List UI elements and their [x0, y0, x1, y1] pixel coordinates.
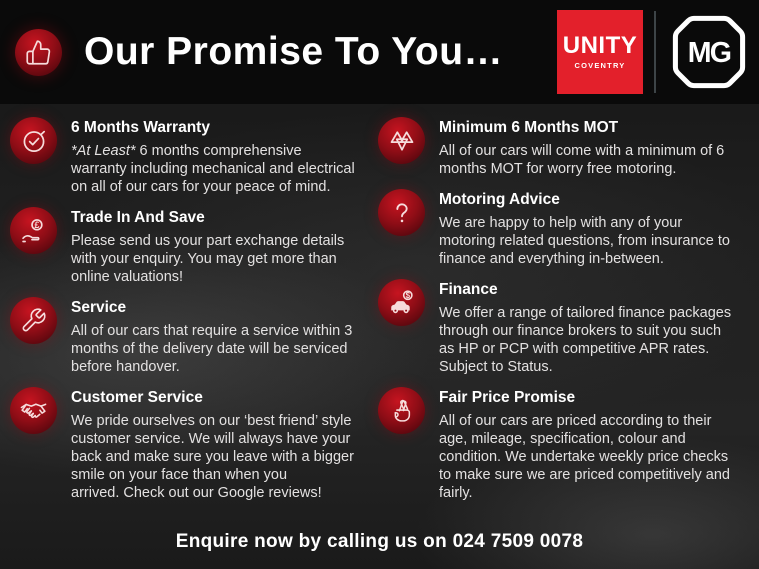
section-line: motoring related questions, from insurance to [439, 233, 730, 249]
fair-price-badge [378, 387, 425, 434]
section-line: to make sure we are priced competitively and [439, 467, 730, 483]
section-line: smile on your face than when you [71, 467, 288, 483]
section-line: All of our cars will come with a minimum of 6 [439, 143, 725, 159]
section-line: months of the delivery date will be serviced [71, 341, 348, 357]
section-line: We offer a range of tailored finance packages [439, 305, 732, 321]
unity-coventry-logo [557, 10, 643, 94]
section-trade-in [10, 207, 378, 286]
mg-logo-text: MG [687, 37, 731, 70]
section-line: condition. We undertake weekly price checks [439, 449, 729, 465]
section-line: online valuations! [71, 269, 184, 285]
section-fair-price [378, 387, 755, 502]
section-heading: Service [71, 299, 127, 316]
section-finance [378, 279, 755, 376]
section-line: on all of our cars for your peace of mind. [71, 179, 331, 195]
section-line: *At Least* 6 months comprehensive [71, 143, 302, 159]
left-column [10, 117, 378, 515]
warranty-clock-check-icon [20, 127, 48, 155]
section-line: back and make sure you leave with a bigger [71, 449, 354, 465]
section-line: as HP or PCP with competitive APR rates. [439, 341, 710, 357]
thumbs-up-icon [25, 39, 52, 66]
thumbs-up-badge [15, 29, 62, 76]
logo-divider [654, 11, 656, 93]
section-line: months MOT for worry free motoring. [439, 161, 677, 177]
mot-triangles-icon [388, 127, 416, 155]
enquire-phone-text: Enquire now by calling us on 024 7509 0078 [175, 531, 584, 552]
section-heading: Finance [439, 281, 498, 298]
section-line: age, mileage, specification, colour and [439, 431, 686, 447]
finance-badge [378, 279, 425, 326]
section-heading: 6 Months Warranty [71, 119, 210, 136]
section-line: All of our cars are priced according to their [439, 413, 712, 429]
section-line: customer service. We will always have your [71, 431, 351, 447]
section-service [10, 297, 378, 376]
unity-logo-text: UNITY [562, 32, 638, 59]
section-customer-service [10, 387, 378, 502]
section-line: All of our cars that require a service within 3 [71, 323, 353, 339]
footer-bar [0, 515, 759, 569]
promise-sections [0, 104, 759, 515]
section-heading: Motoring Advice [439, 191, 560, 208]
customer-service-badge [10, 387, 57, 434]
customer-service-handshake-icon [19, 396, 48, 425]
section-motoring-advice [378, 189, 755, 268]
section-line: fairly. [439, 485, 473, 501]
trade-in-hand-pound-icon [20, 217, 48, 245]
header-bar [0, 0, 759, 104]
section-line: finance and everything in-between. [439, 251, 664, 267]
section-line: We are happy to help with any of your [439, 215, 683, 231]
svg-text:£: £ [33, 219, 39, 230]
right-column [378, 117, 755, 515]
section-line: Please send us your part exchange details [71, 233, 345, 249]
trade-in-badge [10, 207, 57, 254]
section-warranty [10, 117, 378, 196]
section-line: Subject to Status. [439, 359, 553, 375]
section-line: We pride ourselves on our ‘best friend’ style [71, 413, 352, 429]
motoring-advice-badge [378, 189, 425, 236]
fingers-crossed-icon [388, 397, 416, 425]
mg-logo [667, 10, 751, 94]
section-heading: Customer Service [71, 389, 203, 406]
section-heading: Minimum 6 Months MOT [439, 119, 619, 136]
question-mark-icon [388, 199, 416, 227]
service-wrench-icon [20, 307, 47, 334]
warranty-badge [10, 117, 57, 164]
section-line: before handover. [71, 359, 180, 375]
page-title: Our Promise To You… [84, 30, 504, 73]
finance-car-coin-icon [387, 288, 416, 317]
mot-badge [378, 117, 425, 164]
section-heading: Fair Price Promise [439, 389, 576, 406]
service-badge [10, 297, 57, 344]
section-line: through our finance brokers to suit you such [439, 323, 722, 339]
section-line: arrived. Check out our Google reviews! [71, 485, 322, 501]
section-mot [378, 117, 755, 178]
section-heading: Trade In And Save [71, 209, 205, 226]
unity-logo-subtitle: COVENTRY [574, 61, 626, 70]
section-line: warranty including mechanical and electrical [71, 161, 355, 177]
svg-text:$: $ [405, 291, 410, 301]
section-line: with your enquiry. You may get more than [71, 251, 337, 267]
